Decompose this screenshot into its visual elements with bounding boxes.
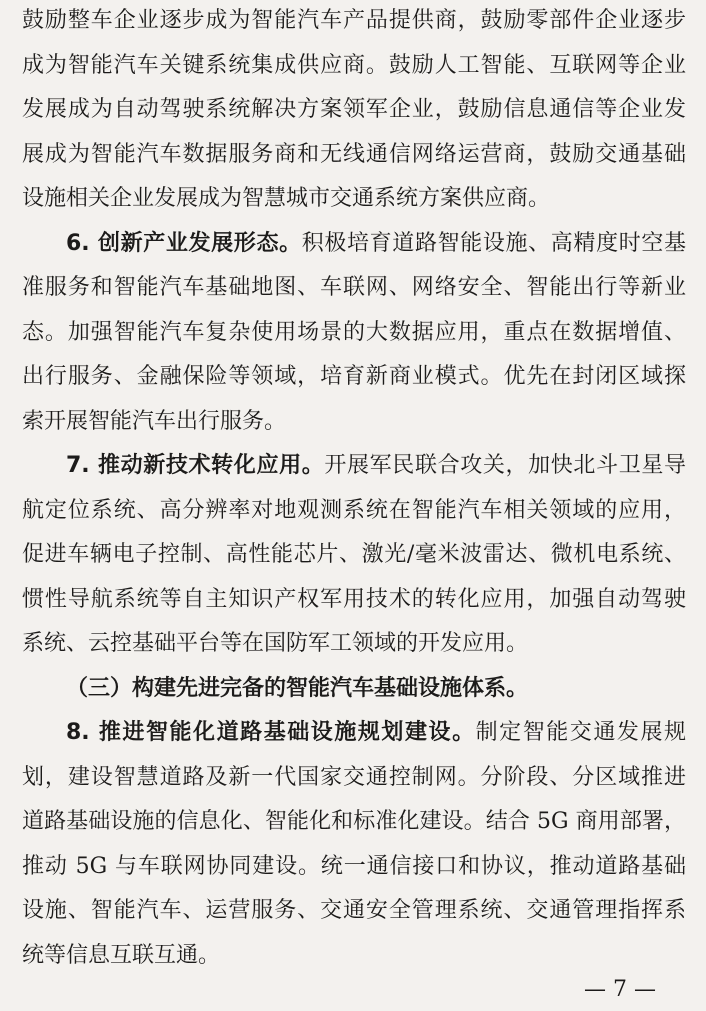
text-line: 促进车辆电子控制、高性能芯片、激光/毫米波雷达、微机电系统、: [22, 542, 686, 567]
page-number: — 7 —: [584, 977, 656, 1002]
text-line: 道路基础设施的信息化、智能化和标准化建设。结合 5G 商用部署，: [22, 809, 686, 834]
text-line: 准服务和智能汽车基础地图、车联网、网络安全、智能出行等新业: [22, 275, 686, 300]
text-line: 航定位系统、高分辨率对地观测系统在智能汽车相关领域的应用，: [22, 498, 686, 523]
text-line: 展成为智能汽车数据服务商和无线通信网络运营商，鼓励交通基础: [22, 142, 686, 167]
item-8-text: 制定智能交通发展规: [475, 720, 686, 745]
text-line: 统等信息互联互通。: [22, 943, 221, 968]
text-line: 鼓励整车企业逐步成为智能汽车产品提供商，鼓励零部件企业逐步: [22, 8, 686, 33]
item-6-first-line: [66, 229, 686, 259]
item-7-heading: 7. 推动新技术转化应用。: [66, 453, 325, 478]
item-7-text: 开展军民联合攻关，加快北斗卫星导: [324, 453, 686, 478]
text-line: 成为智能汽车关键系统集成供应商。鼓励人工智能、互联网等企业: [22, 53, 686, 78]
item-6-heading: 6. 创新产业发展形态。: [66, 231, 302, 256]
text-line: 态。加强智能汽车复杂使用场景的大数据应用，重点在数据增值、: [22, 320, 686, 345]
text-line: 推动 5G 与车联网协同建设。统一通信接口和协议，推动道路基础: [22, 854, 686, 879]
item-6-text: 积极培育道路智能设施、高精度时空基: [301, 231, 686, 256]
text-line: 索开展智能汽车出行服务。: [22, 409, 287, 434]
item-8-heading: 8. 推进智能化道路基础设施规划建设。: [66, 720, 476, 745]
item-8-first-line: [66, 718, 686, 748]
text-line: 发展成为自动驾驶系统解决方案领军企业，鼓励信息通信等企业发: [22, 97, 686, 122]
text-line: 系统、云控基础平台等在国防军工领域的开发应用。: [22, 631, 529, 656]
item-7-first-line: [66, 451, 686, 481]
text-line: 划，建设智慧道路及新一代国家交通控制网。分阶段、分区域推进: [22, 765, 686, 790]
text-line: 惯性导航系统等自主知识产权军用技术的转化应用，加强自动驾驶: [22, 587, 686, 612]
text-line: 设施相关企业发展成为智慧城市交通系统方案供应商。: [22, 186, 551, 211]
section-heading: （三）构建先进完备的智能汽车基础设施体系。: [66, 676, 529, 701]
text-line: 出行服务、金融保险等领域，培育新商业模式。优先在封闭区域探: [22, 364, 686, 389]
text-line: 设施、智能汽车、运营服务、交通安全管理系统、交通管理指挥系: [22, 898, 686, 923]
